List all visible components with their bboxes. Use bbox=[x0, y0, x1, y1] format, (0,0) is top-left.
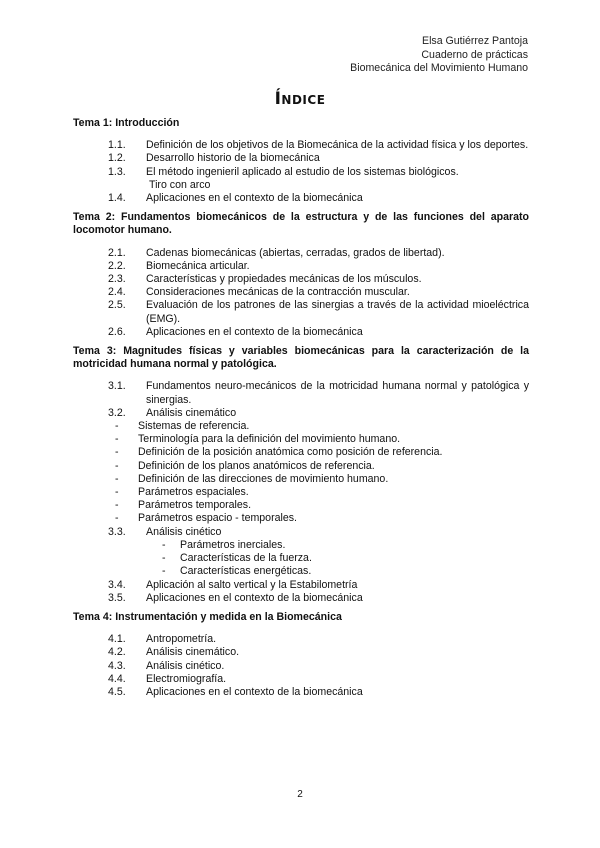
bullet-item: - Terminología para la definición del movimiento humano. bbox=[115, 433, 401, 446]
bullet-item: - Definición de los planos anatómicos de referencia. bbox=[115, 459, 375, 472]
tema-2-heading: Tema 2: Fundamentos biomecánicos de la estructura y de las funciones del aparato locomotor humano. bbox=[73, 211, 529, 237]
table-of-contents bbox=[73, 117, 529, 699]
bullet-item: - Parámetros temporales. bbox=[115, 499, 252, 512]
bullet-item: - Sistemas de referencia. bbox=[115, 420, 250, 433]
bullet-item: - Definición de las direcciones de movimiento humano. bbox=[115, 472, 389, 485]
toc-item: 3.5. Aplicaciones en el contexto de la biomecánica bbox=[108, 591, 363, 604]
bullet-item: - Características de la fuerza. bbox=[162, 552, 312, 565]
toc-item: 2.2. Biomecánica articular. bbox=[108, 259, 250, 272]
page-number: 2 bbox=[297, 789, 303, 800]
header-notebook: Cuaderno de prácticas bbox=[421, 48, 528, 61]
toc-item: 2.4. Consideraciones mecánicas de la contracción muscular. bbox=[108, 286, 410, 299]
toc-item: 2.6. Aplicaciones en el contexto de la biomecánica bbox=[108, 325, 363, 338]
bullet-item: - Definición de la posición anatómica como posición de referencia. bbox=[115, 446, 443, 459]
toc-item: 3.2. Análisis cinemático bbox=[108, 406, 237, 419]
toc-item: 3.4. Aplicación al salto vertical y la Estabilometría bbox=[108, 578, 358, 591]
tema-4-heading: Tema 4: Instrumentación y medida en la Biomecánica bbox=[73, 610, 342, 623]
header-author: Elsa Gutiérrez Pantoja bbox=[422, 35, 528, 47]
page-header bbox=[350, 35, 528, 76]
toc-item: 4.5. Aplicaciones en el contexto de la biomecánica bbox=[108, 685, 363, 698]
toc-item: 1.1. Definición de los objetivos de la Biomecánica de la actividad física y los deportes. bbox=[108, 139, 529, 152]
header-course: Biomecánica del Movimiento Humano bbox=[350, 62, 528, 74]
tema-3-heading: Tema 3: Magnitudes físicas y variables biomecánicas para la caracterización de la motricidad humana normal y patológica. bbox=[73, 345, 529, 371]
toc-item: 4.4. Electromiografía. bbox=[108, 672, 227, 685]
toc-item: 2.5. Evaluación de los patrones de las sinergias a través de la actividad mioeléctrica (EMG). bbox=[108, 299, 529, 325]
bullet-item: - Parámetros espaciales. bbox=[115, 486, 249, 499]
toc-item: 2.1. Cadenas biomecánicas (abiertas, cerradas, grados de libertad). bbox=[108, 246, 445, 259]
toc-item: 1.2. Desarrollo historio de la biomecánica bbox=[108, 152, 320, 165]
tema-1-heading: Tema 1: Introducción bbox=[73, 117, 180, 129]
bullet-item: - Características energéticas. bbox=[162, 565, 312, 578]
bullet-item: - Parámetros inerciales. bbox=[162, 538, 286, 551]
toc-item: 3.1. Fundamentos neuro-mecánicos de la motricidad humana normal y patológica y sinergias. bbox=[108, 380, 529, 406]
toc-subitem: Tiro con arco bbox=[149, 178, 211, 191]
toc-item: 1.4. Aplicaciones en el contexto de la biomecánica bbox=[108, 192, 363, 205]
toc-item: 4.3. Análisis cinético. bbox=[108, 659, 225, 672]
toc-item: 1.3. El método ingenieril aplicado al estudio de los sistemas biológicos. bbox=[108, 165, 459, 178]
toc-item: 2.3. Características y propiedades mecánicas de los músculos. bbox=[108, 273, 422, 286]
toc-item: 4.1. Antropometría. bbox=[108, 633, 217, 646]
toc-item: 4.2. Análisis cinemático. bbox=[108, 646, 240, 659]
bullet-item: - Parámetros espacio - temporales. bbox=[115, 512, 297, 525]
toc-item: 3.3. Análisis cinético bbox=[108, 525, 222, 538]
page-title: Índice bbox=[274, 89, 326, 109]
